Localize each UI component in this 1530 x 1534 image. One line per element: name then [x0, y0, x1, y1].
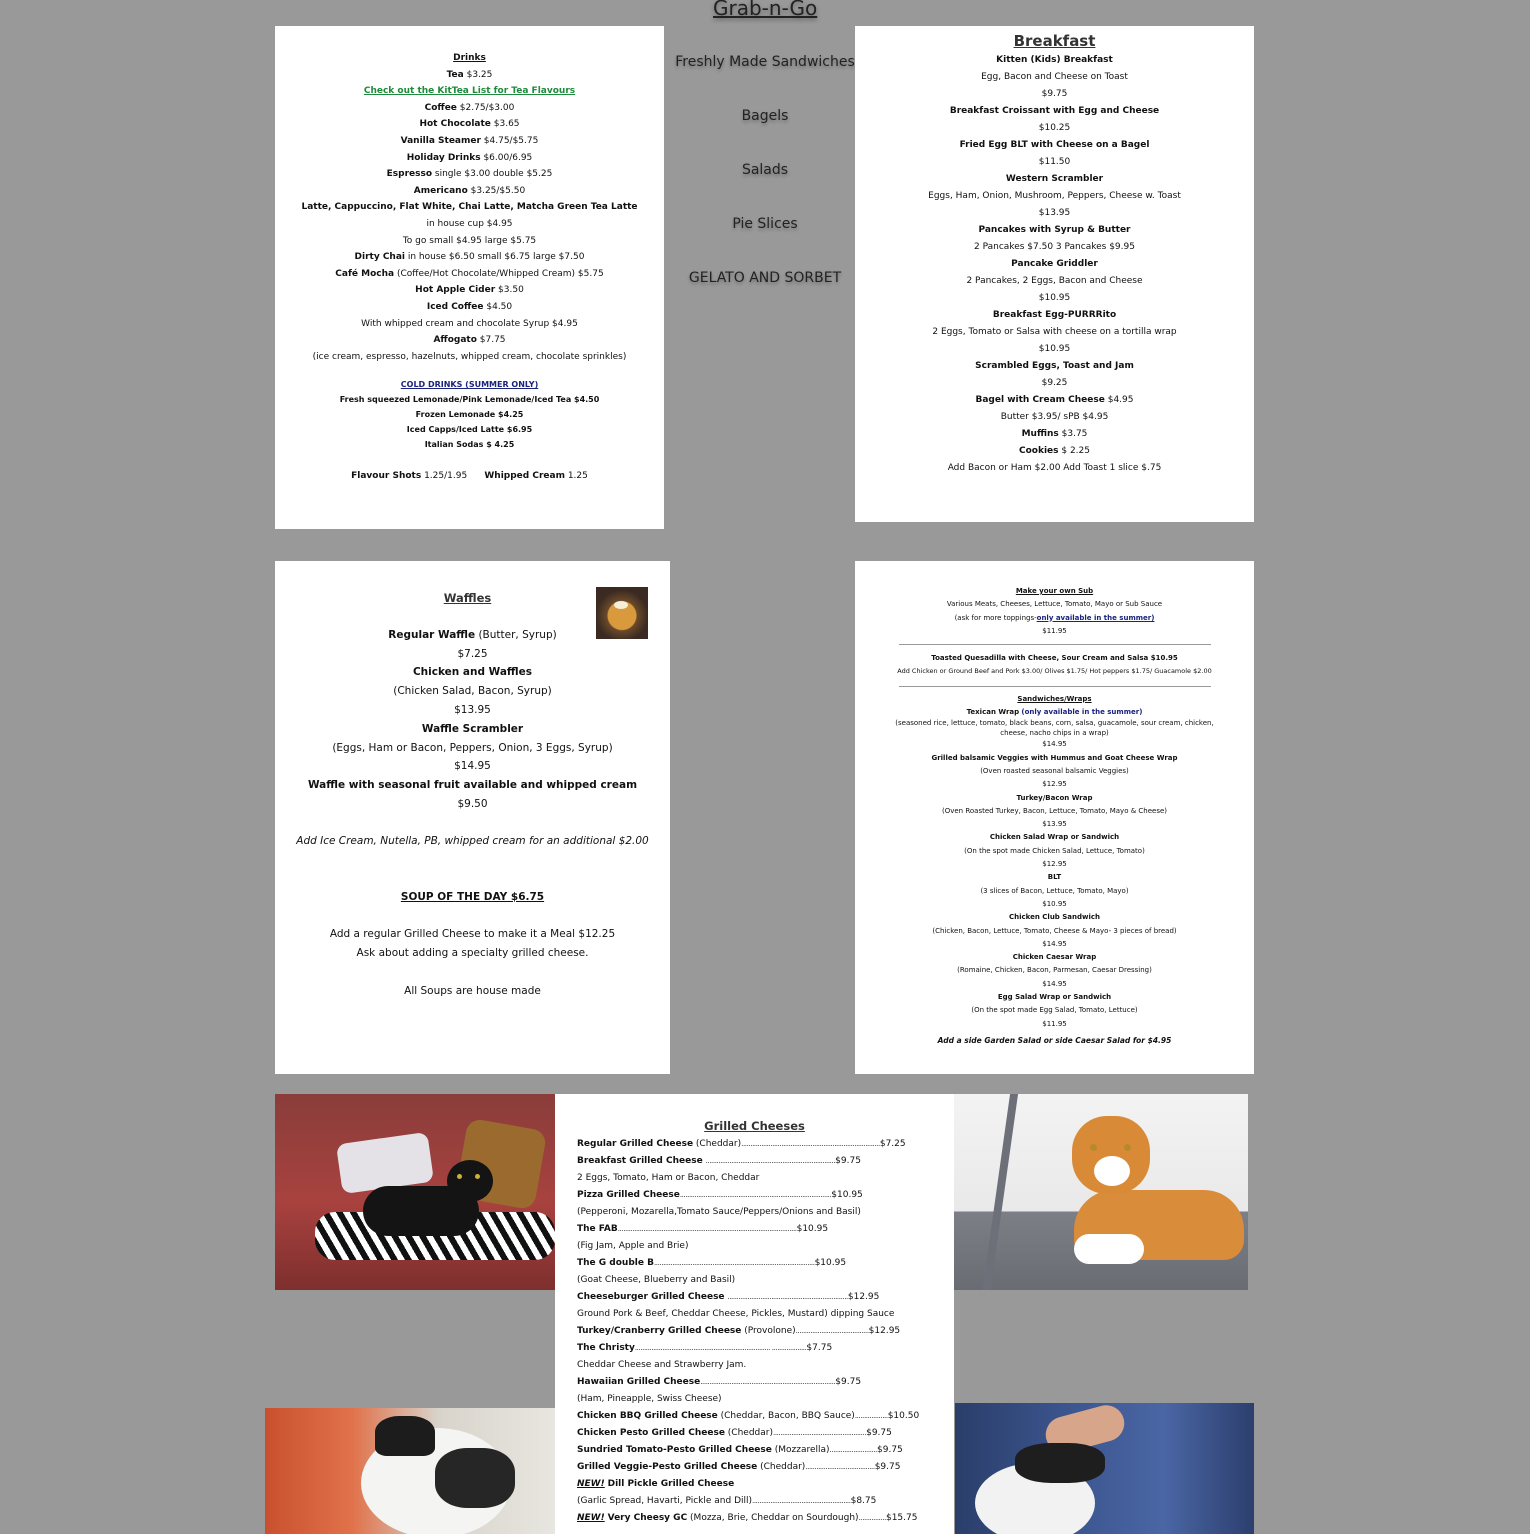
sub-item-name: Egg Salad Wrap or Sandwich	[997, 993, 1112, 1002]
menu-line	[855, 409, 1254, 426]
item-name: Latte, Cappuccino, Flat White, Chai Latte, Matcha Green Tea Latte	[301, 202, 638, 213]
item-name: Pancakes with Syrup & Butter	[978, 225, 1131, 235]
grilled-cheese-detail: 2 Eggs, Tomato, Ham or Bacon, Cheddar	[577, 1173, 760, 1183]
cold-drinks-heading: COLD DRINKS (SUMMER ONLY)	[400, 380, 539, 390]
grilled-cheese-line	[577, 1510, 954, 1527]
item-name: Bagel with Cream Cheese	[975, 395, 1105, 405]
grilled-cheese-price: $9.75	[874, 1462, 901, 1472]
item-name: Regular Waffle	[388, 628, 476, 641]
grilled-cheese-line	[577, 1391, 954, 1408]
soup-line	[275, 963, 670, 982]
menu-line	[275, 199, 664, 216]
menu-line	[275, 299, 664, 316]
item-detail: 2 Pancakes, 2 Eggs, Bacon and Cheese	[966, 276, 1143, 286]
grilled-cheese-detail: (Pepperoni, Mozarella,Tomato Sauce/Peppers/Onions and Basil)	[577, 1207, 861, 1217]
item-detail: $10.95	[1038, 293, 1071, 303]
item-name: Coffee	[424, 102, 457, 113]
item-detail: With whipped cream and chocolate Syrup $4.95	[361, 318, 578, 329]
quesadilla-item: Toasted Quesadilla with Cheese, Sour Cream and Salsa $10.95	[931, 654, 1178, 663]
grilled-cheese-name: Regular Grilled Cheese	[577, 1139, 694, 1149]
nav-bagels[interactable]: Bagels	[741, 108, 789, 124]
summer-only-link[interactable]: only available in the summer)	[1036, 613, 1155, 622]
cold-drink-item: Fresh squeezed Lemonade/Pink Lemonade/Iced Tea $4.50	[339, 395, 600, 405]
menu-line	[275, 216, 664, 233]
grilled-cheese-detail: (Mozzarella)	[771, 1445, 830, 1455]
item-detail: $7.25	[457, 647, 488, 660]
item-name: Fried Egg BLT with Cheese on a Bagel	[959, 140, 1150, 150]
grilled-cheese-price: $9.75	[835, 1377, 862, 1387]
grilled-cheese-line	[577, 1170, 954, 1187]
menu-line	[275, 720, 670, 739]
grilled-cheese-line	[577, 1357, 954, 1374]
item-detail: $4.75/$5.75	[480, 135, 539, 146]
menu-line	[855, 443, 1254, 460]
item-detail: $10.95	[1038, 344, 1071, 354]
item-detail: $13.95	[1038, 208, 1071, 218]
menu-line	[275, 133, 664, 150]
grilled-cheese-price: $9.75	[835, 1156, 861, 1166]
kittea-list-link[interactable]: Check out the KitTea List for Tea Flavours	[363, 86, 576, 97]
grilled-cheese-line	[577, 1459, 954, 1476]
menu-line	[855, 273, 1254, 290]
menu-line	[275, 266, 664, 283]
item-name: Chicken and Waffles	[412, 666, 533, 679]
leader-dots: ...................................................	[773, 1429, 867, 1437]
divider	[899, 686, 1211, 687]
grilled-cheese-detail: (Cheddar)	[693, 1139, 742, 1149]
soup-of-the-day: SOUP OF THE DAY $6.75	[400, 890, 545, 903]
new-badge: NEW!	[577, 1479, 605, 1489]
grilled-cheese-detail: (Provolone)	[741, 1326, 796, 1336]
extra-price: 1.25	[564, 471, 588, 482]
sub-item-desc: (Oven roasted seasonal balsamic Veggies)	[980, 766, 1129, 775]
item-detail: $10.25	[1038, 123, 1071, 133]
waffles-menu-panel	[275, 561, 670, 1074]
sub-item-price: $14.95	[1042, 939, 1067, 948]
menu-line	[275, 249, 664, 266]
soup-line: Ask about adding a specialty grilled cheese.	[356, 947, 589, 960]
menu-line	[855, 307, 1254, 324]
grilled-cheese-price: $10.95	[796, 1224, 829, 1234]
item-detail: $4.50	[483, 301, 513, 312]
grilled-cheese-price: $7.75	[806, 1343, 833, 1353]
grilled-cheese-detail: (Cheddar)	[757, 1462, 806, 1472]
menu-line	[275, 663, 670, 682]
leader-dots: ........................................	[795, 1327, 869, 1335]
waffle-photo	[596, 587, 648, 639]
grilled-cheese-line	[577, 1221, 954, 1238]
grilled-cheese-line	[577, 1272, 954, 1289]
item-detail: $6.00/6.95	[480, 152, 533, 163]
menu-line	[275, 67, 664, 84]
grilled-cheese-menu-panel	[555, 1094, 954, 1534]
waffles-heading: Waffles	[443, 591, 492, 605]
menu-line	[275, 100, 664, 117]
extra-name: Flavour Shots	[351, 471, 422, 482]
menu-line	[855, 103, 1254, 120]
orange-cat-photo	[954, 1094, 1248, 1290]
grilled-cheese-line	[577, 1153, 954, 1170]
grilled-cheese-detail: (Fig Jam, Apple and Brie)	[577, 1241, 689, 1251]
grilled-cheese-name: Hawaiian Grilled Cheese	[577, 1377, 701, 1387]
grilled-cheese-name: Breakfast Grilled Cheese	[577, 1156, 703, 1166]
item-detail: Add Bacon or Ham $2.00 Add Toast 1 slice $.75	[947, 463, 1162, 473]
make-sub-desc: Various Meats, Cheeses, Lettuce, Tomato, Mayo or Sub Sauce	[946, 600, 1163, 609]
grilled-cheese-line	[577, 1408, 954, 1425]
grilled-cheese-line	[577, 1442, 954, 1459]
item-detail: Eggs, Ham, Onion, Mushroom, Peppers, Cheese w. Toast	[928, 191, 1181, 201]
sub-item-price: $12.95	[1042, 780, 1067, 789]
grilled-cheese-detail: (Mozza, Brie, Cheddar on Sourdough)	[687, 1513, 859, 1523]
item-detail: $7.75	[476, 335, 506, 346]
make-sub-more	[855, 612, 1254, 625]
item-name: Waffle Scrambler	[421, 722, 524, 735]
grilled-cheese-price: $15.75	[885, 1513, 918, 1523]
item-name: Waffle with seasonal fruit available and whipped cream	[307, 779, 638, 792]
drinks-menu-panel	[275, 26, 664, 529]
sandwiches-menu-panel	[855, 561, 1254, 1074]
soup-line: All Soups are house made	[404, 984, 541, 997]
grilled-cheese-price: $7.25	[879, 1139, 906, 1149]
item-detail: in house cup $4.95	[426, 218, 513, 229]
menu-line	[275, 349, 664, 366]
sub-item-desc: (On the spot made Egg Salad, Tomato, Lettuce)	[971, 1006, 1138, 1015]
item-detail: $4.95	[1104, 395, 1134, 405]
menu-line	[275, 282, 664, 299]
leader-dots: ........................................................................................	[653, 1259, 815, 1267]
sub-item-name: Chicken Caesar Wrap	[1012, 953, 1097, 962]
item-name: Holiday Drinks	[406, 152, 481, 163]
black-cat-photo	[275, 1094, 555, 1290]
item-name: Pancake Griddler	[1011, 259, 1098, 269]
item-name: Cookies	[1018, 446, 1059, 456]
menu-line	[855, 171, 1254, 188]
menu-line	[275, 682, 670, 701]
nav-sandwiches[interactable]: Freshly Made Sandwiches	[675, 54, 855, 70]
menu-line	[855, 375, 1254, 392]
sub-item-desc: (Romaine, Chicken, Bacon, Parmesan, Caesar Dressing)	[957, 966, 1152, 975]
grilled-cheese-line	[577, 1255, 954, 1272]
soup-line: Add a regular Grilled Cheese to make it a Meal $12.25	[329, 928, 616, 941]
item-detail: $9.75	[1041, 89, 1068, 99]
item-detail: $2.75/$3.00	[456, 102, 515, 113]
grilled-cheese-price: $8.75	[850, 1496, 877, 1506]
menu-line	[855, 426, 1254, 443]
menu-line	[855, 154, 1254, 171]
grilled-cheese-name: Dill Pickle Grilled Cheese	[607, 1479, 735, 1489]
menu-line	[275, 757, 670, 776]
menu-line	[855, 120, 1254, 137]
item-detail: $ 2.25	[1058, 446, 1090, 456]
grilled-cheese-detail: (Garlic Spread, Havarti, Pickle and Dill)	[577, 1496, 753, 1506]
grilled-cheese-price: $9.75	[877, 1445, 903, 1455]
sub-item-price: $11.95	[1042, 1019, 1067, 1028]
sub-item-name: Chicken Club Sandwich	[1008, 913, 1101, 922]
item-name: Hot Chocolate	[419, 119, 491, 130]
item-detail: $3.50	[495, 285, 524, 296]
sub-item-desc: (On the spot made Chicken Salad, Lettuce, Tomato)	[964, 846, 1145, 855]
petting-cat-photo	[955, 1403, 1254, 1534]
item-detail: $13.95	[454, 703, 491, 716]
nav-gelato-sorbet[interactable]: GELATO AND SORBET	[688, 270, 842, 286]
grilled-cheese-heading: Grilled Cheeses	[704, 1119, 805, 1133]
item-detail: $9.25	[1041, 378, 1068, 388]
menu-line	[855, 52, 1254, 69]
item-detail: $3.25/$5.50	[467, 185, 526, 196]
grilled-cheese-line	[577, 1238, 954, 1255]
item-name: Tea	[446, 69, 464, 80]
menu-line	[855, 222, 1254, 239]
sub-item-desc: (3 slices of Bacon, Lettuce, Tomato, Mayo)	[980, 886, 1129, 895]
grilled-cheese-detail: (Cheddar)	[724, 1428, 773, 1438]
item-name: Western Scrambler	[1005, 174, 1104, 184]
item-detail: 2 Pancakes $7.50 3 Pancakes $9.95	[974, 242, 1135, 252]
waffles-addon: Add Ice Cream, Nutella, PB, whipped cream for an additional $2.00	[296, 834, 649, 847]
drinks-heading: Drinks	[453, 53, 486, 63]
extra-price: 1.25/1.95	[421, 471, 468, 482]
texican-wrap	[855, 706, 1254, 719]
grilled-cheese-detail: (Ham, Pineapple, Swiss Cheese)	[577, 1394, 722, 1404]
cold-drink-item: Frozen Lemonade $4.25	[415, 410, 524, 420]
breakfast-menu-panel	[855, 26, 1254, 522]
grilled-cheese-name: Cheeseburger Grilled Cheese	[577, 1292, 725, 1302]
menu-line	[855, 460, 1254, 477]
menu-line	[275, 332, 664, 349]
item-name: Hot Apple Cider	[415, 285, 496, 296]
item-detail: To go small $4.95 large $5.75	[402, 235, 537, 246]
grilled-cheese-price: $9.75	[866, 1428, 892, 1438]
grilled-cheese-name: The FAB	[577, 1224, 618, 1234]
divider	[899, 644, 1211, 645]
cold-drink-item: Iced Capps/Iced Latte $6.95	[406, 425, 533, 435]
item-name: Muffins	[1021, 429, 1059, 439]
cold-drink-item: Italian Sodas $ 4.25	[424, 440, 515, 450]
sub-item-name: Grilled balsamic Veggies with Hummus and Goat Cheese Wrap	[931, 753, 1178, 762]
item-detail: 2 Eggs, Tomato or Salsa with cheese on a tortilla wrap	[932, 327, 1177, 337]
grilled-cheese-line	[577, 1136, 954, 1153]
make-sub-more-text: (ask for more toppings-	[954, 613, 1037, 622]
menu-line	[855, 290, 1254, 307]
menu-line	[275, 233, 664, 250]
leader-dots: ............................................................................	[741, 1140, 880, 1148]
side-salad-note: Add a side Garden Salad or side Caesar Salad for $4.95	[937, 1035, 1172, 1045]
grilled-cheese-detail: (Cheddar, Bacon, BBQ Sauce)	[717, 1411, 855, 1421]
menu-line	[275, 183, 664, 200]
grilled-cheese-name: Chicken BBQ Grilled Cheese	[577, 1411, 718, 1421]
item-name: Iced Coffee	[426, 301, 484, 312]
menu-line	[855, 239, 1254, 256]
nav-pie-slices[interactable]: Pie Slices	[732, 216, 798, 232]
grilled-cheese-line	[577, 1306, 954, 1323]
grilled-cheese-name: Grilled Veggie-Pesto Grilled Cheese	[577, 1462, 758, 1472]
menu-line	[855, 137, 1254, 154]
item-detail: (Chicken Salad, Bacon, Syrup)	[393, 685, 552, 698]
item-name: Espresso	[386, 169, 433, 180]
grilled-cheese-price: $10.95	[814, 1258, 847, 1268]
menu-line	[275, 316, 664, 333]
item-name: Breakfast Croissant with Egg and Cheese	[949, 106, 1160, 116]
menu-line	[855, 188, 1254, 205]
item-name: Dirty Chai	[354, 252, 405, 263]
leader-dots: ..................................................................	[727, 1293, 848, 1301]
item-detail: (ice cream, espresso, hazelnuts, whipped cream, chocolate sprinkles)	[312, 351, 627, 362]
item-detail: $11.50	[1038, 157, 1071, 167]
sub-item-desc: (Chicken, Bacon, Lettuce, Tomato, Cheese & Mayo- 3 pieces of bread)	[932, 926, 1177, 935]
menu-line	[855, 341, 1254, 358]
menu-line	[275, 776, 670, 795]
grilled-cheese-name: Chicken Pesto Grilled Cheese	[577, 1428, 725, 1438]
leader-dots: ......................................	[805, 1463, 875, 1471]
grilled-cheese-line	[577, 1289, 954, 1306]
texican-note: (only available in the summer)	[1021, 708, 1143, 717]
sub-item-price: $10.95	[1042, 899, 1067, 908]
white-black-cat-photo	[265, 1408, 555, 1534]
grilled-cheese-line	[577, 1204, 954, 1221]
grilled-cheese-line	[577, 1425, 954, 1442]
grilled-cheese-line	[577, 1493, 954, 1510]
menu-line	[275, 150, 664, 167]
new-badge: NEW!	[577, 1513, 605, 1523]
menu-line	[855, 205, 1254, 222]
menu-line	[275, 739, 670, 758]
menu-line	[855, 69, 1254, 86]
leader-dots: .......................................................................... ...................	[634, 1344, 807, 1352]
leader-dots: .......................................................................	[705, 1157, 836, 1165]
grilled-cheese-name: Turkey/Cranberry Grilled Cheese	[577, 1326, 742, 1336]
grilled-cheese-detail: (Goat Cheese, Blueberry and Basil)	[577, 1275, 736, 1285]
grilled-cheese-price: $12.95	[868, 1326, 901, 1336]
menu-line	[855, 86, 1254, 103]
drinks-extras	[275, 468, 664, 485]
grilled-cheese-price: $10.50	[887, 1411, 920, 1421]
menu-line	[855, 324, 1254, 341]
grilled-cheese-line	[577, 1340, 954, 1357]
menu-line	[855, 358, 1254, 375]
breakfast-heading: Breakfast	[1013, 32, 1096, 50]
nav-salads[interactable]: Salads	[741, 162, 789, 178]
item-detail: in house $6.50 small $6.75 large $7.50	[405, 252, 585, 263]
leader-dots: ..........................................................................	[700, 1378, 836, 1386]
quesadilla-addons: Add Chicken or Ground Beef and Pork $3.00/ Olives $1.75/ Hot peppers $1.75/ Guacamole $2.00	[897, 667, 1212, 676]
menu-line	[275, 701, 670, 720]
grilled-cheese-line	[577, 1323, 954, 1340]
item-detail: Egg, Bacon and Cheese on Toast	[981, 72, 1128, 82]
grilled-cheese-name: The Christy	[577, 1343, 635, 1353]
texican-desc: (seasoned rice, lettuce, tomato, black beans, corn, salsa, guacamole, sour cream, chicken, cheese, nacho chips in a wrap)	[895, 719, 1214, 737]
sub-item-name: BLT	[1047, 873, 1062, 882]
leader-dots: ...................................................................................	[679, 1191, 832, 1199]
menu-line	[275, 116, 664, 133]
sub-item-name: Turkey/Bacon Wrap	[1016, 793, 1093, 802]
make-sub-price: $11.95	[1042, 626, 1067, 635]
sandwiches-wraps-heading: Sandwiches/Wraps	[1017, 694, 1092, 703]
grilled-cheese-price: $12.95	[847, 1292, 880, 1302]
sub-item-price: $14.95	[1042, 740, 1067, 749]
leader-dots: ......................................................	[752, 1497, 851, 1505]
item-name: Vanilla Steamer	[400, 135, 481, 146]
menu-line	[275, 795, 670, 814]
menu-line	[855, 256, 1254, 273]
grilled-cheese-line	[577, 1476, 954, 1493]
item-detail: Butter $3.95/ sPB $4.95	[1000, 412, 1109, 422]
grilled-cheese-name: Very Cheesy GC	[607, 1513, 688, 1523]
item-name: Café Mocha	[335, 268, 395, 279]
sub-item-price: $14.95	[1042, 979, 1067, 988]
grilled-cheese-name: Sundried Tomato-Pesto Grilled Cheese	[577, 1445, 772, 1455]
item-name: Scrambled Eggs, Toast and Jam	[975, 361, 1134, 371]
make-sub-heading: Make your own Sub	[1015, 587, 1094, 595]
leader-dots: ..................	[854, 1412, 888, 1420]
grilled-cheese-price: $10.95	[831, 1190, 863, 1200]
grilled-cheese-detail: Cheddar Cheese and Strawberry Jam.	[577, 1360, 747, 1370]
item-detail: (Eggs, Ham or Bacon, Peppers, Onion, 3 Eggs, Syrup)	[332, 741, 613, 754]
sub-item-price: $12.95	[1042, 860, 1067, 869]
leader-dots: ..........................	[829, 1446, 877, 1454]
item-detail: $3.75	[1058, 429, 1088, 439]
extra-name: Whipped Cream	[484, 471, 565, 482]
grilled-cheese-name: The G double B	[577, 1258, 654, 1268]
item-detail: $14.95	[454, 760, 491, 773]
grilled-cheese-name: Pizza Grilled Cheese	[577, 1190, 680, 1200]
item-detail: (Coffee/Hot Chocolate/Whipped Cream) $5.75	[394, 268, 604, 279]
sub-item-name: Chicken Salad Wrap or Sandwich	[989, 833, 1120, 842]
leader-dots: ...............	[858, 1514, 886, 1522]
texican-name: Texican Wrap	[966, 708, 1020, 717]
menu-line	[855, 392, 1254, 409]
grilled-cheese-line	[577, 1374, 954, 1391]
item-name: Americano	[413, 185, 468, 196]
sub-item-desc: (Oven Roasted Turkey, Bacon, Lettuce, Tomato, Mayo & Cheese)	[941, 806, 1168, 815]
site-title[interactable]: Grab-n-Go	[713, 0, 818, 20]
item-detail: $3.65	[490, 119, 520, 130]
item-name: Affogato	[433, 335, 477, 346]
item-name: Breakfast Egg-PURRRito	[992, 310, 1117, 320]
item-detail: single $3.00 double $5.25	[432, 169, 553, 180]
menu-line	[275, 645, 670, 664]
item-name: Kitten (Kids) Breakfast	[996, 55, 1113, 65]
item-detail: (Butter, Syrup)	[475, 628, 557, 641]
item-detail: $3.25	[463, 69, 493, 80]
item-detail: $9.50	[457, 797, 488, 810]
sub-item-price: $13.95	[1042, 820, 1067, 829]
grilled-cheese-detail: Ground Pork & Beef, Cheddar Cheese, Pickles, Mustard) dipping Sauce	[577, 1309, 895, 1319]
leader-dots: ..................................................................................................	[617, 1225, 797, 1233]
grilled-cheese-line	[577, 1187, 954, 1204]
menu-line	[275, 166, 664, 183]
